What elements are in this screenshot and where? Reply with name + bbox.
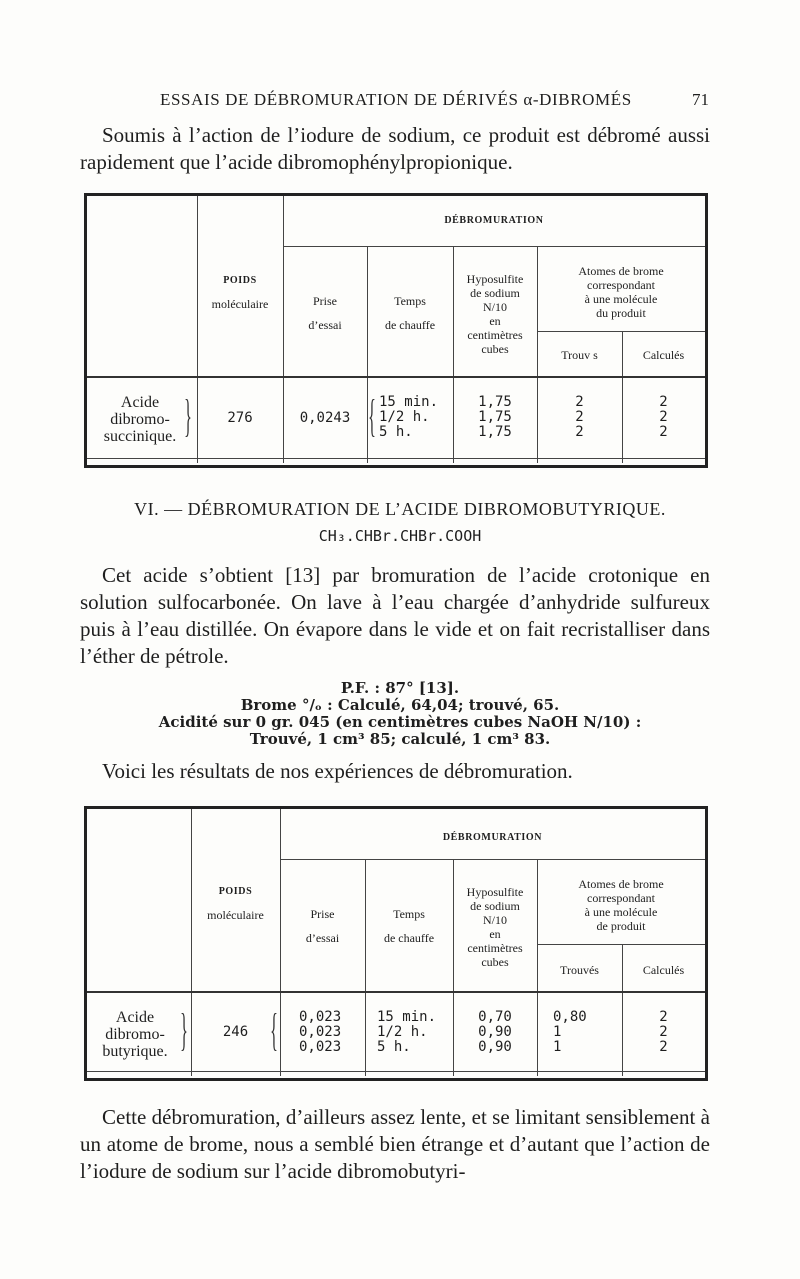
group-header: DÉBROMURATION xyxy=(442,832,543,843)
cell-hyposulfite: 1,75 1,75 1,75 xyxy=(478,394,512,440)
col-temps: Temps de chauffe xyxy=(383,907,435,945)
col-hyposulfite: Hyposulfite de sodium N/10 en centimètres cubes xyxy=(466,272,524,356)
group-header: DÉBROMURATION xyxy=(444,215,544,226)
col-calcules: Calculés xyxy=(642,963,685,977)
debromination-table-1 xyxy=(84,193,708,468)
col-trouves: Trouvés xyxy=(560,963,599,977)
paragraph-results-intro: Voici les résultats de nos expériences de débromuration. xyxy=(102,759,573,783)
acidity-line: Acidité sur 0 gr. 045 (en centimètres cubes NaOH N/10) : xyxy=(158,713,642,731)
cell-trouves: 0,80 1 1 xyxy=(553,1009,587,1055)
col-temps: Temps de chauffe xyxy=(384,294,436,332)
brace-icon: } xyxy=(180,1004,188,1055)
brace-icon: { xyxy=(368,390,376,441)
cell-temps: 15 min. 1/2 h. 5 h. xyxy=(379,394,439,440)
cell-poids: 276 xyxy=(227,410,253,426)
cell-temps: 15 min. 1/2 h. 5 h. xyxy=(377,1009,437,1055)
brace-icon: } xyxy=(184,390,192,441)
cell-prise: 0,023 0,023 0,023 xyxy=(299,1009,342,1055)
debromination-table-2 xyxy=(84,806,708,1081)
page-header-title: ESSAIS DE DÉBROMURATION DE DÉRIVÉS α-DIBROMÉS xyxy=(160,90,632,109)
intro-paragraph: Soumis à l’action de l’iodure de sodium, ce produit est débromé aussi rapidement que l’acide dibromophénylpropionique. xyxy=(80,123,710,174)
col-atomes-brome: Atomes de brome correspondant à une molécule du produit xyxy=(578,264,664,320)
row-label: Acide dibromo- succinique. xyxy=(103,394,177,445)
page-number: 71 xyxy=(692,90,709,109)
col-atomes-brome: Atomes de brome correspondant à une molécule de produit xyxy=(578,877,664,933)
acidity-result: Trouvé, 1 cm³ 85; calculé, 1 cm³ 83. xyxy=(249,730,551,748)
row-label: Acide dibromo- butyrique. xyxy=(102,1009,168,1060)
chemical-formula: CH₃.CHBr.CHBr.COOH xyxy=(318,527,482,545)
paragraph-discussion: Cette débromuration, d’ailleurs assez lente, et se limitant sensiblement à un atome de brome, nous a semblé bien étrange et d’autant que l’action de l’iodure de sodium sur l’acide dibromobutyri- xyxy=(80,1105,710,1183)
bromine-content: Brome °/ₒ : Calculé, 64,04; trouvé, 65. xyxy=(240,696,560,714)
col-hyposulfite: Hyposulfite de sodium N/10 en centimètres cubes xyxy=(466,885,524,969)
running-head xyxy=(0,86,800,116)
properties-block xyxy=(0,680,800,748)
cell-calcules: 2 2 2 xyxy=(659,1009,668,1055)
section-heading: VI. — DÉBROMURATION DE L’ACIDE DIBROMOBUTYRIQUE. xyxy=(134,499,666,519)
col-poids: POIDS moléculaire xyxy=(211,275,269,311)
col-poids: POIDS moléculaire xyxy=(207,886,264,922)
cell-prise: 0,0243 xyxy=(299,410,351,426)
cell-trouves: 2 2 2 xyxy=(575,394,584,440)
col-prise: Prise d’essai xyxy=(305,907,340,945)
cell-poids: 246 xyxy=(222,1024,249,1040)
melting-point: P.F. : 87° [13]. xyxy=(340,679,460,697)
paragraph-preparation: Cet acide s’obtient [13] par bromuration de l’acide crotonique en solution sulfocarbonée. On lave à l’eau chargée d’anhydride sulfureux puis à l’eau distillée. On évapore dans le vide et on fait recristalliser dans l’éther de pétrole. xyxy=(80,563,710,668)
col-trouves: Trouv s xyxy=(561,348,598,362)
brace-icon: { xyxy=(270,1004,278,1055)
cell-calcules: 2 2 2 xyxy=(659,394,668,440)
cell-hyposulfite: 0,70 0,90 0,90 xyxy=(478,1009,512,1055)
col-calcules: Calculés xyxy=(642,348,685,362)
col-prise: Prise d’essai xyxy=(308,294,342,332)
